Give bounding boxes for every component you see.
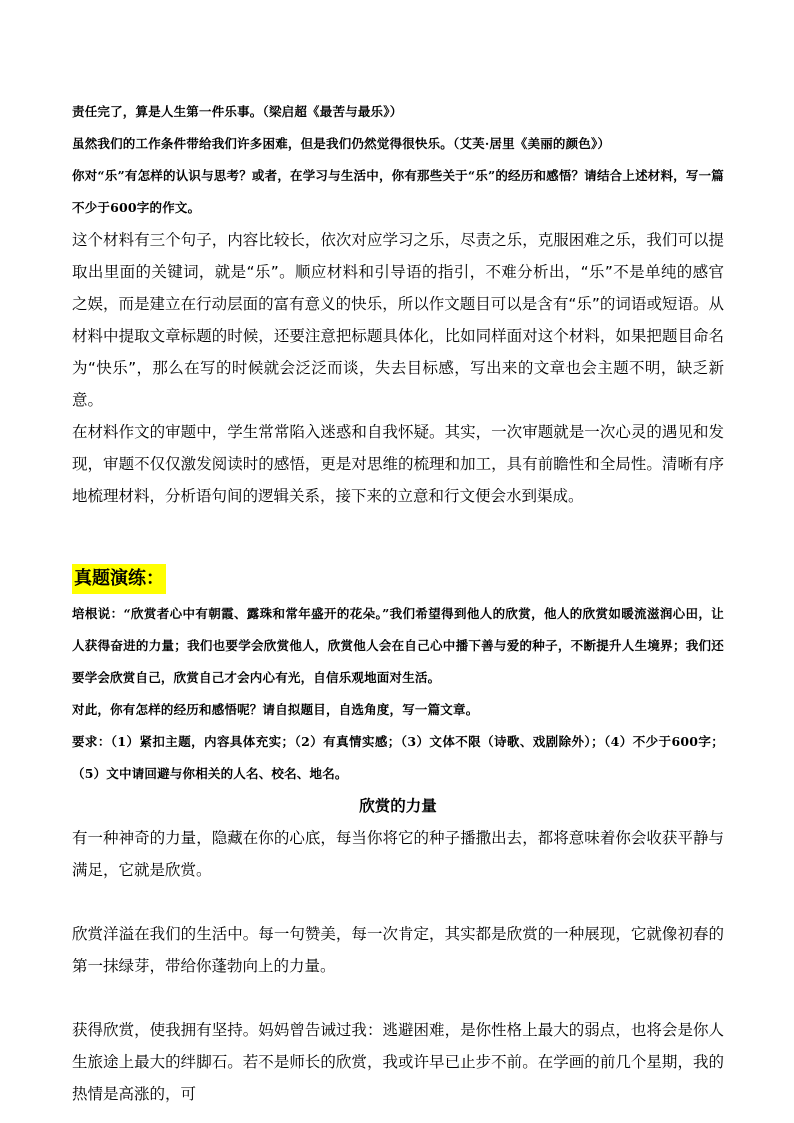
material-quote-curie: 虽然我们的工作条件带给我们许多困难，但是我们仍然觉得很快乐。（艾芙·居里《美丽的颜色》） [72, 136, 611, 151]
paragraph-spacer [72, 982, 724, 1014]
practice-heading-label: 真题演练： [72, 564, 166, 594]
paragraph-spacer [72, 886, 724, 918]
essay-paragraph-2: 欣赏洋溢在我们的生活中。每一句赞美，每一次肯定，其实都是欣赏的一种展现，它就像初春的第一抹绿芽，带给你蓬勃向上的力量。 [72, 925, 724, 975]
material-prompt: 你对“乐”有怎样的认识与思考？或者，在学习与生活中，你有那些关于“乐”的经历和感悟？请结合上述材料，写一篇不少于600字的作文。 [72, 168, 724, 215]
essay-title: 欣赏的力量 [359, 797, 437, 815]
practice-heading [72, 564, 724, 594]
document-page [72, 96, 724, 1110]
practice-quote: 培根说：“欣赏者心中有朝霞、露珠和常年盛开的花朵。”我们希望得到他人的欣赏，他人的欣赏如暖流滋润心田，让人获得奋进的力量；我们也要学会欣赏他人，欣赏他人会在自己心中播下善与爱的种子，不断提升人生境界；我们还要学会欣赏自己，欣赏自己才会内心有光，自信乐观地面对生活。 [72, 606, 724, 685]
essay-paragraph-3: 获得欣赏，使我拥有坚持。妈妈曾告诫过我：逃避困难，是你性格上最大的弱点，也将会是你人生旅途上最大的绊脚石。若不是师长的欣赏，我或许早已止步不前。在学画的前几个星期，我的热情是高涨的，可 [72, 1021, 724, 1103]
analysis-paragraph-2: 在材料作文的审题中，学生常常陷入迷惑和自我怀疑。其实，一次审题就是一次心灵的遇见和发现，审题不仅仅激发阅读时的感悟，更是对思维的梳理和加工，具有前瞻性和全局性。清晰有序地梳理材料，分析语句间的逻辑关系，接下来的立意和行文便会水到渠成。 [72, 423, 724, 505]
practice-requirements: 要求：（1）紧扣主题，内容具体充实；（2）有真情实感；（3）文体不限（诗歌、戏剧除外）；（4）不少于600字；（5）文中请回避与你相关的人名、校名、地名。 [72, 734, 724, 781]
practice-task: 对此，你有怎样的经历和感悟呢？请自拟题目，自选角度，写一篇文章。 [72, 702, 479, 717]
essay-paragraph-1: 有一种神奇的力量，隐藏在你的心底，每当你将它的种子播撒出去，都将意味着你会收获平静与满足，它就是欣赏。 [72, 829, 724, 879]
analysis-paragraph-1: 这个材料有三个句子，内容比较长，依次对应学习之乐，尽责之乐，克服困难之乐，我们可以提取出里面的关键词，就是“乐”。顺应材料和引导语的指引，不难分析出，“乐”不是单纯的感官之娱，而是建立在行动层面的富有意义的快乐，所以作文题目可以是含有“乐”的词语或短语。从材料中提取文章标题的时候，还要注意把标题具体化，比如同样面对这个材料，如果把题目命名为“快乐”，那么在写的时候就会泛泛而谈，失去目标感，写出来的文章也会主题不明，缺乏新意。 [72, 231, 724, 409]
material-quote-liang: 责任完了，算是人生第一件乐事。（梁启超《最苦与最乐》） [72, 104, 403, 119]
